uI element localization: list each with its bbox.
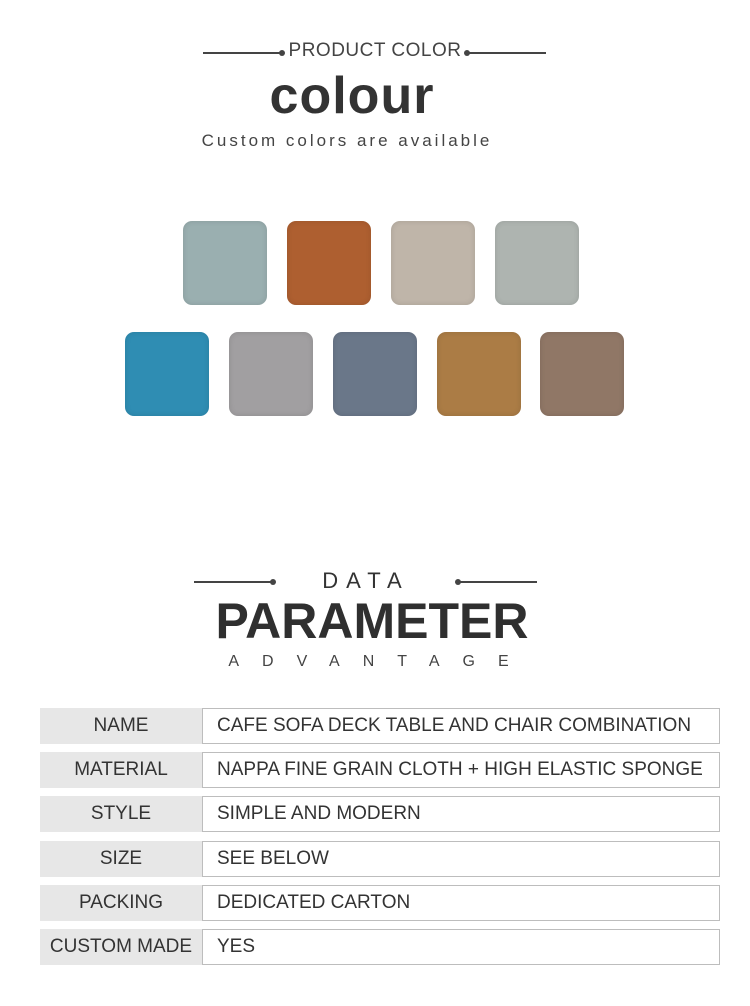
row-value: SIMPLE AND MODERN	[202, 796, 720, 832]
table-row	[40, 752, 720, 788]
color-swatch-rust-brown[interactable]	[287, 221, 371, 305]
table-row	[40, 796, 720, 832]
table-row	[40, 885, 720, 921]
color-swatch-light-grey-green[interactable]	[495, 221, 579, 305]
row-value: NAPPA FINE GRAIN CLOTH + HIGH ELASTIC SPONGE	[202, 752, 720, 788]
row-label: SIZE	[40, 841, 202, 877]
row-label: PACKING	[40, 885, 202, 921]
color-swatch-light-grey-blue[interactable]	[183, 221, 267, 305]
color-swatch-slate-blue[interactable]	[333, 332, 417, 416]
row-value: DEDICATED CARTON	[202, 885, 720, 921]
parameter-heading: PARAMETER	[215, 593, 529, 649]
row-label: CUSTOM MADE	[40, 929, 202, 965]
table-row	[40, 929, 720, 965]
colour-heading: colour	[269, 67, 435, 125]
row-value: YES	[202, 929, 720, 965]
advantage-subtitle: ADVANTAGE	[228, 653, 532, 670]
row-value: SEE BELOW	[202, 841, 720, 877]
color-swatch-beige[interactable]	[391, 221, 475, 305]
product-color-title: PRODUCT COLOR	[288, 40, 462, 61]
row-value: CAFE SOFA DECK TABLE AND CHAIR COMBINATION	[202, 708, 720, 744]
data-title: DATA	[322, 568, 410, 593]
color-swatch-tan[interactable]	[437, 332, 521, 416]
table-row	[40, 841, 720, 877]
row-label: STYLE	[40, 796, 202, 832]
row-label: NAME	[40, 708, 202, 744]
custom-colors-subtitle: Custom colors are available	[201, 131, 493, 150]
color-swatch-light-grey[interactable]	[229, 332, 313, 416]
color-swatch-taupe[interactable]	[540, 332, 624, 416]
table-row	[40, 708, 720, 744]
row-label: MATERIAL	[40, 752, 202, 788]
color-swatch-turquoise[interactable]	[125, 332, 209, 416]
